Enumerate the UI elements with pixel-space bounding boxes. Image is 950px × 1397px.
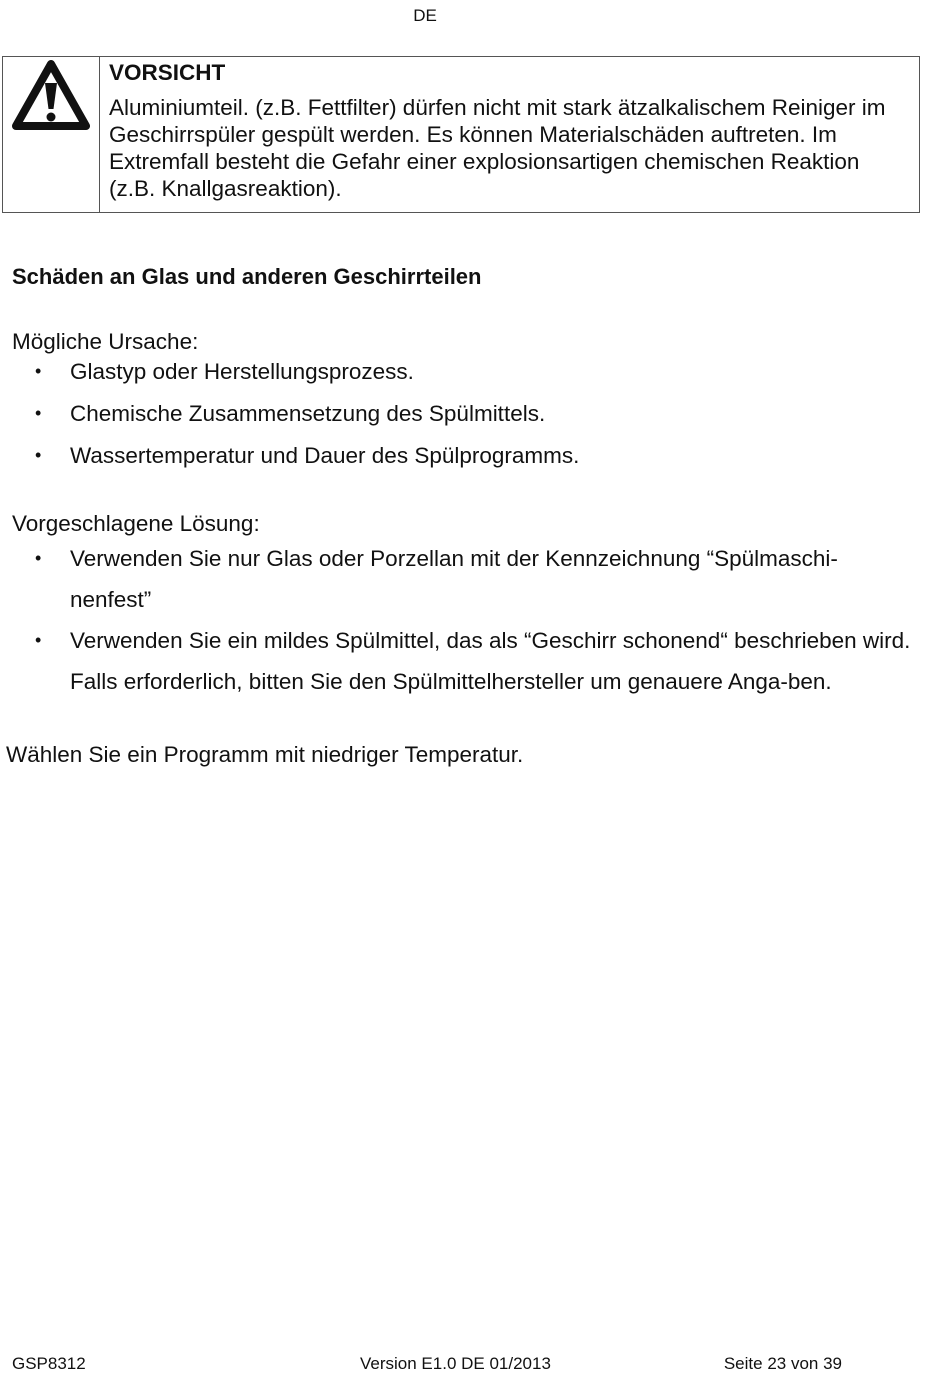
caution-box <box>2 56 920 213</box>
caution-icon-cell <box>3 57 100 212</box>
caution-title: VORSICHT <box>109 60 226 85</box>
causes-block <box>12 328 912 484</box>
solutions-list <box>12 538 912 702</box>
section-heading: Schäden an Glas und anderen Geschirrteilen <box>12 264 482 289</box>
causes-list <box>12 358 912 469</box>
list-item: • Wassertemperatur und Dauer des Spülprogramms. <box>12 442 912 469</box>
warning-triangle-icon <box>11 59 91 131</box>
caution-text <box>100 57 919 212</box>
footer-page-number: Seite 23 von 39 <box>723 1354 842 1373</box>
list-item: • Glastyp oder Herstellungsprozess. <box>12 358 912 385</box>
list-item: • Verwenden Sie ein mildes Spülmittel, das als “Geschirr schonend“ beschrieben wird. Falls erforderlich, bitten Sie den Spülmittelhersteller um genauere Anga-ben. <box>12 620 912 702</box>
final-recommendation: Wählen Sie ein Programm mit niedriger Temperatur. <box>6 742 524 767</box>
solutions-label: Vorgeschlagene Lösung: <box>12 511 260 536</box>
causes-label: Mögliche Ursache: <box>12 329 199 354</box>
solutions-block <box>12 510 912 702</box>
footer-version: Version E1.0 DE 01/2013 <box>360 1354 551 1373</box>
language-code: DE <box>413 6 437 25</box>
footer-model: GSP8312 <box>12 1354 86 1373</box>
list-item: • Chemische Zusammensetzung des Spülmittels. <box>12 400 912 427</box>
caution-body: Aluminiumteil. (z.B. Fettfilter) dürfen nicht mit stark ätzalkalischem Reiniger im Geschirrspüler gespült werden. Es können Materialschäden auftreten. Im Extremfall besteht die Gefahr einer explosionsartigen chemischen Reaktion (z.B. Knallgasreaktion). <box>109 95 886 201</box>
list-item: • Verwenden Sie nur Glas oder Porzellan mit der Kennzeichnung “Spülmaschi-nenfest” <box>12 538 912 620</box>
